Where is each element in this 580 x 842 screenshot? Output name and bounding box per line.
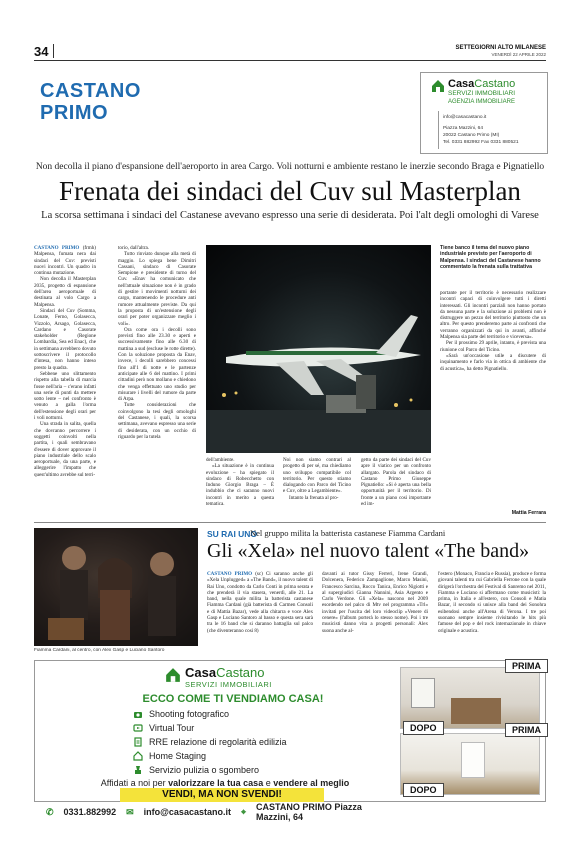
paragraph: Tutte considerazioni che coinvolgono la tesi degli omologhi del Castanese, i quali, la scorsa settimana, avevano espresso una serie di desiderata, con un occhio di riguardo per la tutela	[118, 402, 196, 440]
service-item	[133, 749, 383, 763]
paragraph: (frmh) Malpensa, fumata nera dai sindaci del Cuv: previsti nuovi incontri. Un quadro in continua mutazione.	[34, 245, 96, 277]
service-item	[133, 707, 383, 721]
service-item	[133, 721, 383, 735]
header-rule	[34, 60, 546, 61]
tagline-bold: vendere al meglio	[273, 778, 350, 788]
document-icon	[133, 737, 143, 747]
top-ad-line2: AGENZIA IMMOBILIARE	[448, 99, 516, 105]
article-separator	[34, 522, 546, 523]
top-ad-address2: 20022 Castano Primo (MI)	[443, 133, 500, 138]
article1-col6	[440, 290, 546, 508]
tagline-bold: valorizzare la tua casa	[168, 778, 264, 788]
paragraph: portante per il territorio è necessario realizzare incontri capaci di coinvolgere tutti i diretti interessati. Gli incontri parziali non hanno portato da nessuna parte e la soluzione ai problemi non è distruggere un pezzo del territorio piuttosto che un altro. Per questo prenderemo parte ai confronti che verranno organizzati da qui in avanti, affinché Malpensa sia parte del territorio e viceversa».	[440, 290, 546, 341]
tagline-part: e	[263, 778, 274, 788]
paragraph: «Sarà un'occasione utile a discutere di inquinamento e farlo via in ottica di ambiente che di acustica», ha detto Pignatiello.	[440, 352, 546, 372]
article2-col3	[438, 571, 546, 647]
article1-headline: Frenata dei sindaci del Cuv sul Masterplan	[59, 176, 521, 206]
window-shape	[411, 678, 435, 708]
paragraph: torio, dall'altra.	[118, 245, 150, 251]
brand-part-a: Casa	[185, 665, 217, 680]
after-label-2: DOPO	[403, 783, 444, 797]
newspaper-name: SETTEGIORNI ALTO MILANESE	[455, 45, 546, 51]
article2-kicker-tag: SU RAI UNO	[207, 529, 258, 539]
paragraph: dell'ambiente.	[206, 457, 235, 463]
section-title-line1: CASTANO	[40, 80, 141, 102]
top-ad-line1: SERVIZI IMMOBILIARI	[448, 90, 516, 97]
before-label: PRIMA	[505, 659, 548, 673]
band-photo-caption: Fiamma Cardani, al centro, con Alex Gasp e Luciano Santoro	[34, 648, 165, 653]
dateline: CASTANO PRIMO	[207, 571, 253, 577]
service-label: RRE relazione di regolarità edilizia	[149, 737, 287, 747]
section-title-line2: PRIMO	[40, 102, 109, 124]
article2-headline: Gli «Xela» nel nuovo talent «The band»	[207, 540, 530, 562]
service-item	[133, 735, 383, 749]
bottom-ad-brand	[185, 665, 265, 680]
airplane-illustration	[206, 245, 431, 453]
email-icon: ✉	[126, 806, 134, 817]
before-label-2: PRIMA	[505, 723, 548, 737]
band-photo	[34, 528, 198, 646]
service-label: Home Staging	[149, 751, 207, 761]
paragraph: Sindaci del Cuv (Somma, Lonate, Ferno, Golasecca, Vizzolo, Arsago, Golasecca, Cardano e Casorate stakeholder (Regione Lombardia, Sea ed Enac), che in settimana avrebbero dovuto sottoscrivere il protocollo d'intesa, non hanno inteso presto la quadra.	[34, 307, 96, 371]
location-icon: ⌖	[240, 806, 247, 817]
dateline: CASTANO PRIMO	[34, 245, 80, 251]
contact-address: CASTANO PRIMO Piazza Mazzini, 64	[256, 802, 362, 822]
paragraph: l'estero (Monaco, Francia e Russia), produce e forma giovani talenti tra cui Gabriella Ferrone con la quale dirigerà l'orchestra del Festival di Sanremo nel 2011, Fiamma e Luciano si affermano come musicisti: la prima, in Italia e all'estero, con Consoli e Matia Bazar, il secondo si unisce alla band dei Sonohra esibendosi anche all'Arena di Verona. I tre poi suonano sempre insieme rivisitando le hits più famose del pop e del rock internazionale in chiave originale e acustica.	[438, 571, 546, 634]
paragraph: Tutto rinviato dunque alla metà di maggio. Lo spiega bene Dimitri Cassani, sindaco di Casorate Sempione e presidente di turno del Cuv. «Enav ha comunicato che nell'attuale situazione non è in grado di gestire i movimenti notturni dei cargo, mantenendo le procedure anti rumore attualmente previste. Da qui la proposta di un'estensione degli orari per poter organizzare meglio i voli».	[118, 251, 196, 327]
service-item	[133, 763, 383, 777]
paragraph: Intanto la frenata al pro-	[289, 494, 339, 501]
article2-kicker: Nel gruppo milita la batterista castanese Fiamma Cardani	[250, 528, 446, 538]
article1-col3	[206, 457, 274, 517]
house-logo-icon	[431, 79, 445, 93]
paragraph: Ora come ora i decolli sono previsti fino alle 23.30 e aperti e successivamente fino alle 6.30 di mattina a sud (escluse le rotte dirette). Con la soluzione proposta da Enav, invece, i decolli sarebbero concessi fino all'1 di notte e le partenze anticipate alle 6 del mattino. I primi cittadini però non mollano e chiedono che venga effettuato uno studio per misurare i livelli del rumore da parte di Arpa.	[118, 326, 196, 403]
home-staging-icon	[133, 751, 143, 761]
paragraph: Una strada in salita, quella che dovranno percorrere i soggetti coinvolti nella partita, i quali sembravano d'essere di dover approvare il piano industriale dello scalo aeroportuale, da una parte, e alleggerire l'impatto che quest'ultimo avrebbe sul terri-	[34, 421, 96, 478]
article1-col2	[118, 245, 196, 471]
page-number: 34	[34, 44, 49, 59]
article1-photo-caption: Tiene banco il tema del nuovo piano industriale previsto per l'aeroporto di Malpensa. I sindaci del Castanese hanno commentato la frenata sulla trattativa	[440, 245, 541, 270]
contact-email: info@casacastano.it	[143, 807, 231, 817]
top-ad-divider	[438, 111, 439, 149]
article1-subhead: La scorsa settimana i sindaci del Castanese avevano espresso una serie di desiderata. Poi l'alt degli omologhi di Varese	[41, 210, 539, 221]
top-ad-email: info@casacastano.it	[443, 115, 487, 120]
band-illustration	[34, 528, 198, 646]
article1-kicker: Non decolla il piano d'espansione dell'aeroporto in area Cargo. Voli notturni e ambiente restano le inerzie secondo Braga e Pignatiello	[35, 162, 545, 172]
article1-col1	[34, 245, 96, 521]
article2-col2	[322, 571, 428, 647]
after-label: DOPO	[403, 721, 444, 735]
slogan-banner: VENDI, MA NON SVENDI!	[120, 788, 324, 802]
airplane-photo	[206, 245, 431, 453]
top-ad-address1: Piazza Mazzini, 64	[443, 126, 483, 131]
door-shape	[461, 742, 485, 778]
contact-bar	[34, 802, 374, 822]
paragraph: davanti ai tutor Gissy Ferreri, Irene Grandi, Dolcenera, Federico Zampaglione, Marco Masini, Francesco Sarcina, Rocco Tanica, Enrico Nigiotti e al supergiudici Gianna Nannini, Asia Argento e Carlo Verdone. Gli «Xela» nascono nel 2009 esordendo nel palco di Mtv nel programma «Trl» invitati per l'uscita del loro videoclip «Venere di cenere» (l'album porterà lo stesso nome). Poi i tre musicisti danno vita a progetti personali: Alex suona anche al-	[322, 571, 428, 634]
camera-icon	[133, 709, 143, 719]
service-label: Virtual Tour	[149, 723, 195, 733]
article1-col4	[283, 457, 351, 517]
paragraph: Noi non siamo contrari al progetto di per sé, ma chiediamo uno sviluppo compatibile col territorio. Per questo stiamo dialogando con Parco del Ticino e Cuv, oltre a Legambiente».	[283, 457, 351, 495]
service-label: Shooting fotografico	[149, 709, 230, 719]
furniture-shape	[451, 698, 501, 724]
brand-part-a: Casa	[448, 78, 475, 90]
service-label: Servizio pulizia o sgombero	[149, 765, 260, 775]
brand-part-b: Castano	[474, 78, 516, 90]
phone-icon: ✆	[46, 806, 54, 817]
paragraph: «La situazione è in continua evoluzione – ha spiegato il sindaco di Robecchetto con Induno Giorgio Braga – È indubbio che ci saranno nuovi incontri in merito a questa tematica.	[206, 463, 274, 508]
issue-date: VENERDÌ 22 APRILE 2022	[491, 52, 546, 57]
article1-byline: Mattia Ferrara	[511, 510, 546, 516]
virtual-tour-icon	[133, 723, 143, 733]
paragraph: Per il prossimo 29 aprile, intanto, è prevista una riunione col Parco del Ticino.	[440, 340, 546, 353]
tagline-part: Affidati a noi per	[100, 778, 169, 788]
paragraph: Sebbene uno slittamento rispetto alla tabella di marcia fosse nell'aria – c'erano infatti una serie di punti da mettere sotto lente – nel confronto è venuto a galla l'orma dell'estensione degli orari per i voli notturni.	[34, 370, 96, 422]
paragraph: getto da parte dei sindaci del Cuv apre il viatico per un confronto allargato. Parola del sindaco di Castano Primo Giuseppe Pignatiello: «Si è aperta una bella opportunità per il territorio. Di fronte a un piano così importante ed im-	[361, 457, 431, 508]
article2-col1	[207, 571, 313, 647]
agency-ad-top	[420, 72, 548, 154]
paragraph: Non decolla il Masterplan 2035, progetto di espansione dell'area aeroportuale di destinata al volo Cargo a Malpensa.	[34, 276, 96, 308]
house-logo-icon	[165, 667, 181, 683]
cleaning-icon	[133, 765, 143, 775]
before-photo-1	[400, 667, 540, 729]
service-list	[133, 707, 383, 777]
top-ad-phones: Tel. 0331 882992 Fax 0331 880521	[443, 140, 519, 145]
agency-ad-bottom	[34, 660, 546, 802]
header-divider	[53, 44, 54, 58]
bottom-ad-headline: ECCO COME TI VENDIAMO CASA!	[142, 693, 324, 705]
bottom-ad-tagline	[55, 778, 395, 788]
paragraph: (sc) Ci saranno anche gli «Xela Unplugged» a «The Band», il nuovo talent di Rai Uno, condotto da Carlo Conti in prima serata e che prenderà il via stasera, venerdì, alle 21. La band, nella quale milita la batterista castanese Fiamma Cardani (già batterista di Carmen Consoli e di Mattia Bazar), vede alla chitarra e voce Alex Gasp e Luciano Santoro al basso e questa sera sarà tra le 16 band che si daranno battaglia sul palco (che diventeranno così 8)	[207, 571, 313, 634]
brand-part-b: Castano	[216, 665, 265, 680]
top-ad-brand	[448, 78, 515, 90]
article1-col5	[361, 457, 431, 517]
contact-phone: 0331.882992	[63, 807, 117, 817]
bottom-ad-line1: SERVIZI IMMOBILIARI	[185, 680, 272, 689]
